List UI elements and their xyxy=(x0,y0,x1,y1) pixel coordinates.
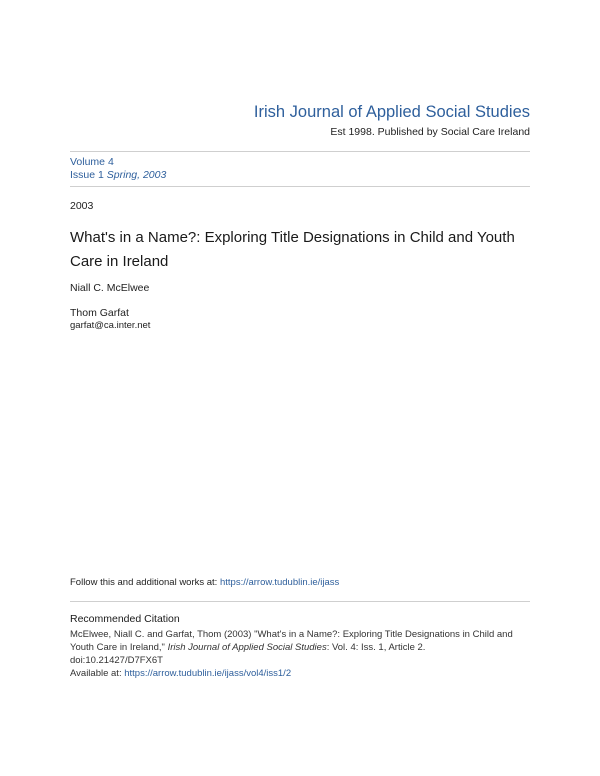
citation-text: McElwee, Niall C. and Garfat, Thom (2003) "What's in a Name?: Exploring Title Designations in Child and Youth Care in Ireland," xyxy=(70,629,513,653)
citation-block xyxy=(70,628,532,680)
publication-year: 2003 xyxy=(70,200,94,212)
issue-season: Spring, 2003 xyxy=(106,168,167,181)
divider xyxy=(70,601,530,602)
issue-link[interactable] xyxy=(70,169,166,182)
journal-subtitle: Est 1998. Published by Social Care Ireland xyxy=(330,126,530,138)
citation-volume: : Vol. 4: Iss. 1, Article 2. xyxy=(326,642,426,653)
citation-journal: Irish Journal of Applied Social Studies xyxy=(167,642,327,653)
recommended-citation-heading: Recommended Citation xyxy=(70,613,180,625)
article-title: What's in a Name?: Exploring Title Designations in Child and Youth Care in Ireland xyxy=(70,229,515,270)
divider xyxy=(70,151,530,152)
divider xyxy=(70,186,530,187)
available-link[interactable]: https://arrow.tudublin.ie/ijass/vol4/iss1/2 xyxy=(124,668,292,679)
follow-line xyxy=(70,577,339,588)
citation-doi: doi:10.21427/D7FX6T xyxy=(70,655,163,666)
author-name: Thom Garfat xyxy=(70,307,129,319)
journal-title[interactable]: Irish Journal of Applied Social Studies xyxy=(253,103,530,121)
available-label: Available at: xyxy=(70,668,125,679)
author-name: Niall C. McElwee xyxy=(70,282,150,294)
follow-link[interactable]: https://arrow.tudublin.ie/ijass xyxy=(219,577,340,588)
issue-number: Issue 1 xyxy=(70,168,104,181)
volume-link[interactable]: Volume 4 xyxy=(70,156,114,168)
volume-block xyxy=(70,156,166,181)
follow-text: Follow this and additional works at: xyxy=(70,577,220,588)
author-email: garfat@ca.inter.net xyxy=(70,320,151,331)
